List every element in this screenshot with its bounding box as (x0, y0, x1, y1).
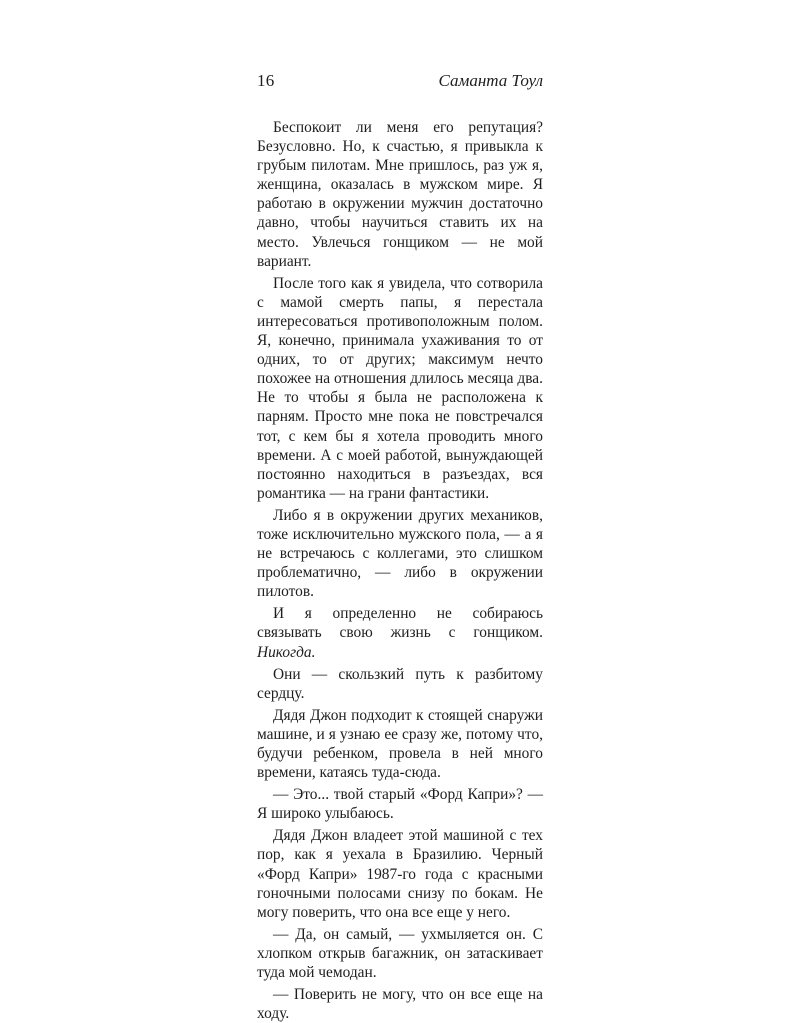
emphasized-word: Никогда. (257, 643, 316, 661)
paragraph: Дядя Джон владеет этой машиной с тех пор, как я уехала в Бразилию. Черный «Форд Капри» 1987-го года с красными гоночными полосами снизу по бокам. Не могу поверить, что она все еще у него. (257, 827, 543, 921)
paragraph: После того как я увидела, что сотворила с мамой смерть папы, я перестала интересоваться противоположным полом. Я, конечно, принимала ухаживания то от одних, то от других; максимум нечто похожее на отношения длилось месяца два. Не то чтобы я была не расположена к парням. Просто мне пока не повстречался тот, с кем бы я хотела проводить много времени. А с моей работой, вынуждающей постоянно находиться в разъездах, вся романтика — на грани фантастики. (257, 274, 543, 502)
paragraph: Либо я в окружении других механиков, тоже исключительно мужского пола, — а я не встречаюсь с коллегами, это слишком проблематично, — либо в окружении пилотов. (257, 506, 543, 601)
dialogue-line: — Это... твой старый «Форд Капри»? — Я широко улыбаюсь. (257, 786, 543, 823)
paragraph (257, 604, 543, 661)
dialogue-line: — Поверить не могу, что он все еще на ходу. (257, 986, 543, 1023)
page-number: 16 (257, 71, 275, 90)
body-text (257, 118, 543, 1023)
paragraph-text: И я определенно не собираюсь связывать свою жизнь с гонщиком. (257, 605, 543, 642)
paragraph: Дядя Джон подходит к стоящей снаружи машине, и я узнаю ее сразу же, потому что, будучи ребенком, провела в ней много времени, катаясь туда-сюда. (257, 706, 543, 782)
running-title: Саманта Тоул (438, 71, 543, 90)
dialogue-line: — Да, он самый, — ухмыляется он. С хлопком открыв багажник, он затаскивает туда мой чемодан. (257, 925, 543, 982)
paragraph: Они — скользкий путь к разбитому сердцу. (257, 665, 543, 702)
paragraph: Беспокоит ли меня его репутация? Безусловно. Но, к счастью, я привыкла к грубым пилотам. Мне пришлось, раз уж я, женщина, оказалась в мужском мире. Я работаю в окружении мужчин достаточно давно, чтобы научиться ставить их на место. Увлечься гонщиком — не мой вариант. (257, 119, 543, 270)
